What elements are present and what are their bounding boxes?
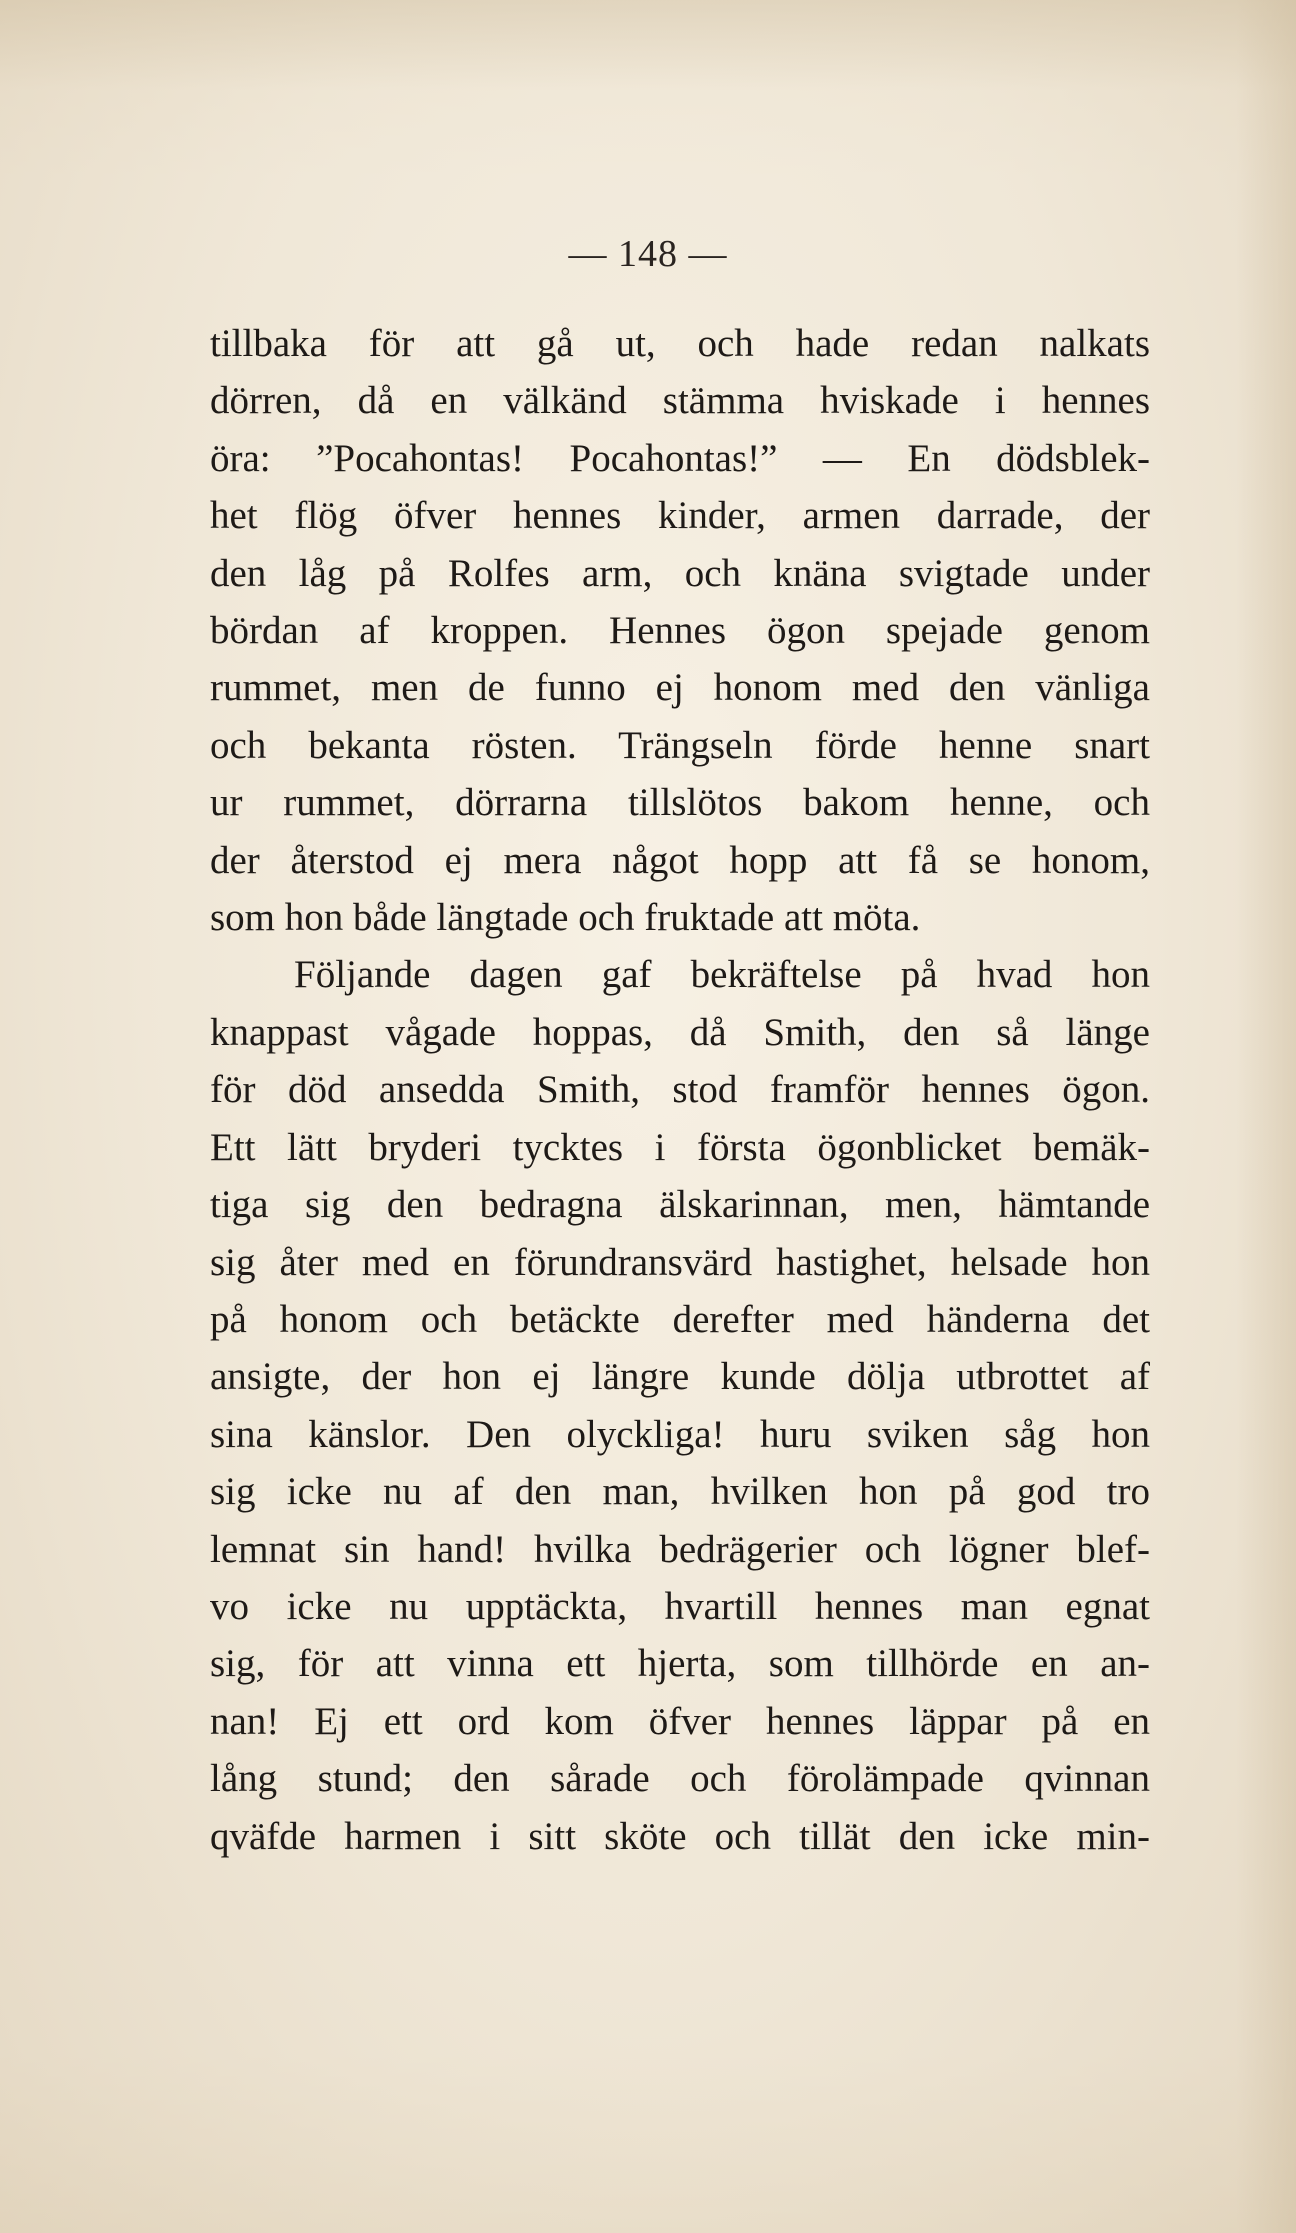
text-line: Följande dagen gaf bekräftelse på hvad hon	[294, 953, 1150, 997]
text-line: vo icke nu upptäckta, hvartill hennes man egnat	[210, 1584, 1150, 1628]
text-line: på honom och betäckte derefter med händerna det	[210, 1297, 1150, 1341]
text-line: het flög öfver hennes kinder, armen darrade, der	[210, 494, 1150, 538]
text-line: knappast vågade hoppas, då Smith, den så länge	[210, 1010, 1150, 1054]
text-line: sig icke nu af den man, hvilken hon på god tro	[210, 1470, 1150, 1514]
body-text	[210, 315, 1150, 1865]
text-line: rummet, men de funno ej honom med den vänliga	[210, 666, 1150, 710]
text-line: den låg på Rolfes arm, och knäna svigtade under	[210, 551, 1150, 595]
text-line: ur rummet, dörrarna tillslötos bakom henne, och	[210, 781, 1150, 825]
text-line: ansigte, der hon ej längre kunde dölja utbrottet af	[210, 1355, 1150, 1399]
text-line: sina känslor. Den olyckliga! huru sviken såg hon	[210, 1412, 1150, 1456]
page-number-header: — 148 —	[568, 233, 728, 275]
text-line: qväfde harmen i sitt sköte och tillät den icke min-	[210, 1814, 1150, 1858]
text-line: sig åter med en förundransvärd hastighet, helsade hon	[210, 1240, 1150, 1284]
text-line: för död ansedda Smith, stod framför hennes ögon.	[210, 1068, 1150, 1112]
text-line: lemnat sin hand! hvilka bedrägerier och lögner blef-	[210, 1527, 1150, 1571]
text-line: öra: ”Pocahontas! Pocahontas!” — En dödsblek-	[210, 436, 1150, 480]
text-line: bördan af kroppen. Hennes ögon spejade genom	[210, 609, 1150, 653]
text-line: sig, för att vinna ett hjerta, som tillhörde en an-	[210, 1642, 1150, 1686]
text-line: tillbaka för att gå ut, och hade redan nalkats	[210, 322, 1150, 365]
text-line: tiga sig den bedragna älskarinnan, men, hämtande	[210, 1183, 1150, 1227]
text-line: Ett lätt bryderi tycktes i första ögonblicket bemäk-	[210, 1125, 1150, 1169]
text-line: lång stund; den sårade och förolämpade qvinnan	[210, 1757, 1150, 1801]
text-line: och bekanta rösten. Trängseln förde henne snart	[210, 723, 1150, 767]
text-line: der återstod ej mera något hopp att få se honom,	[210, 838, 1150, 882]
text-line: som hon både längtade och fruktade att möta.	[210, 896, 921, 940]
text-line: dörren, då en välkänd stämma hviskade i hennes	[210, 379, 1150, 423]
text-line: nan! Ej ett ord kom öfver hennes läppar på en	[210, 1699, 1150, 1743]
